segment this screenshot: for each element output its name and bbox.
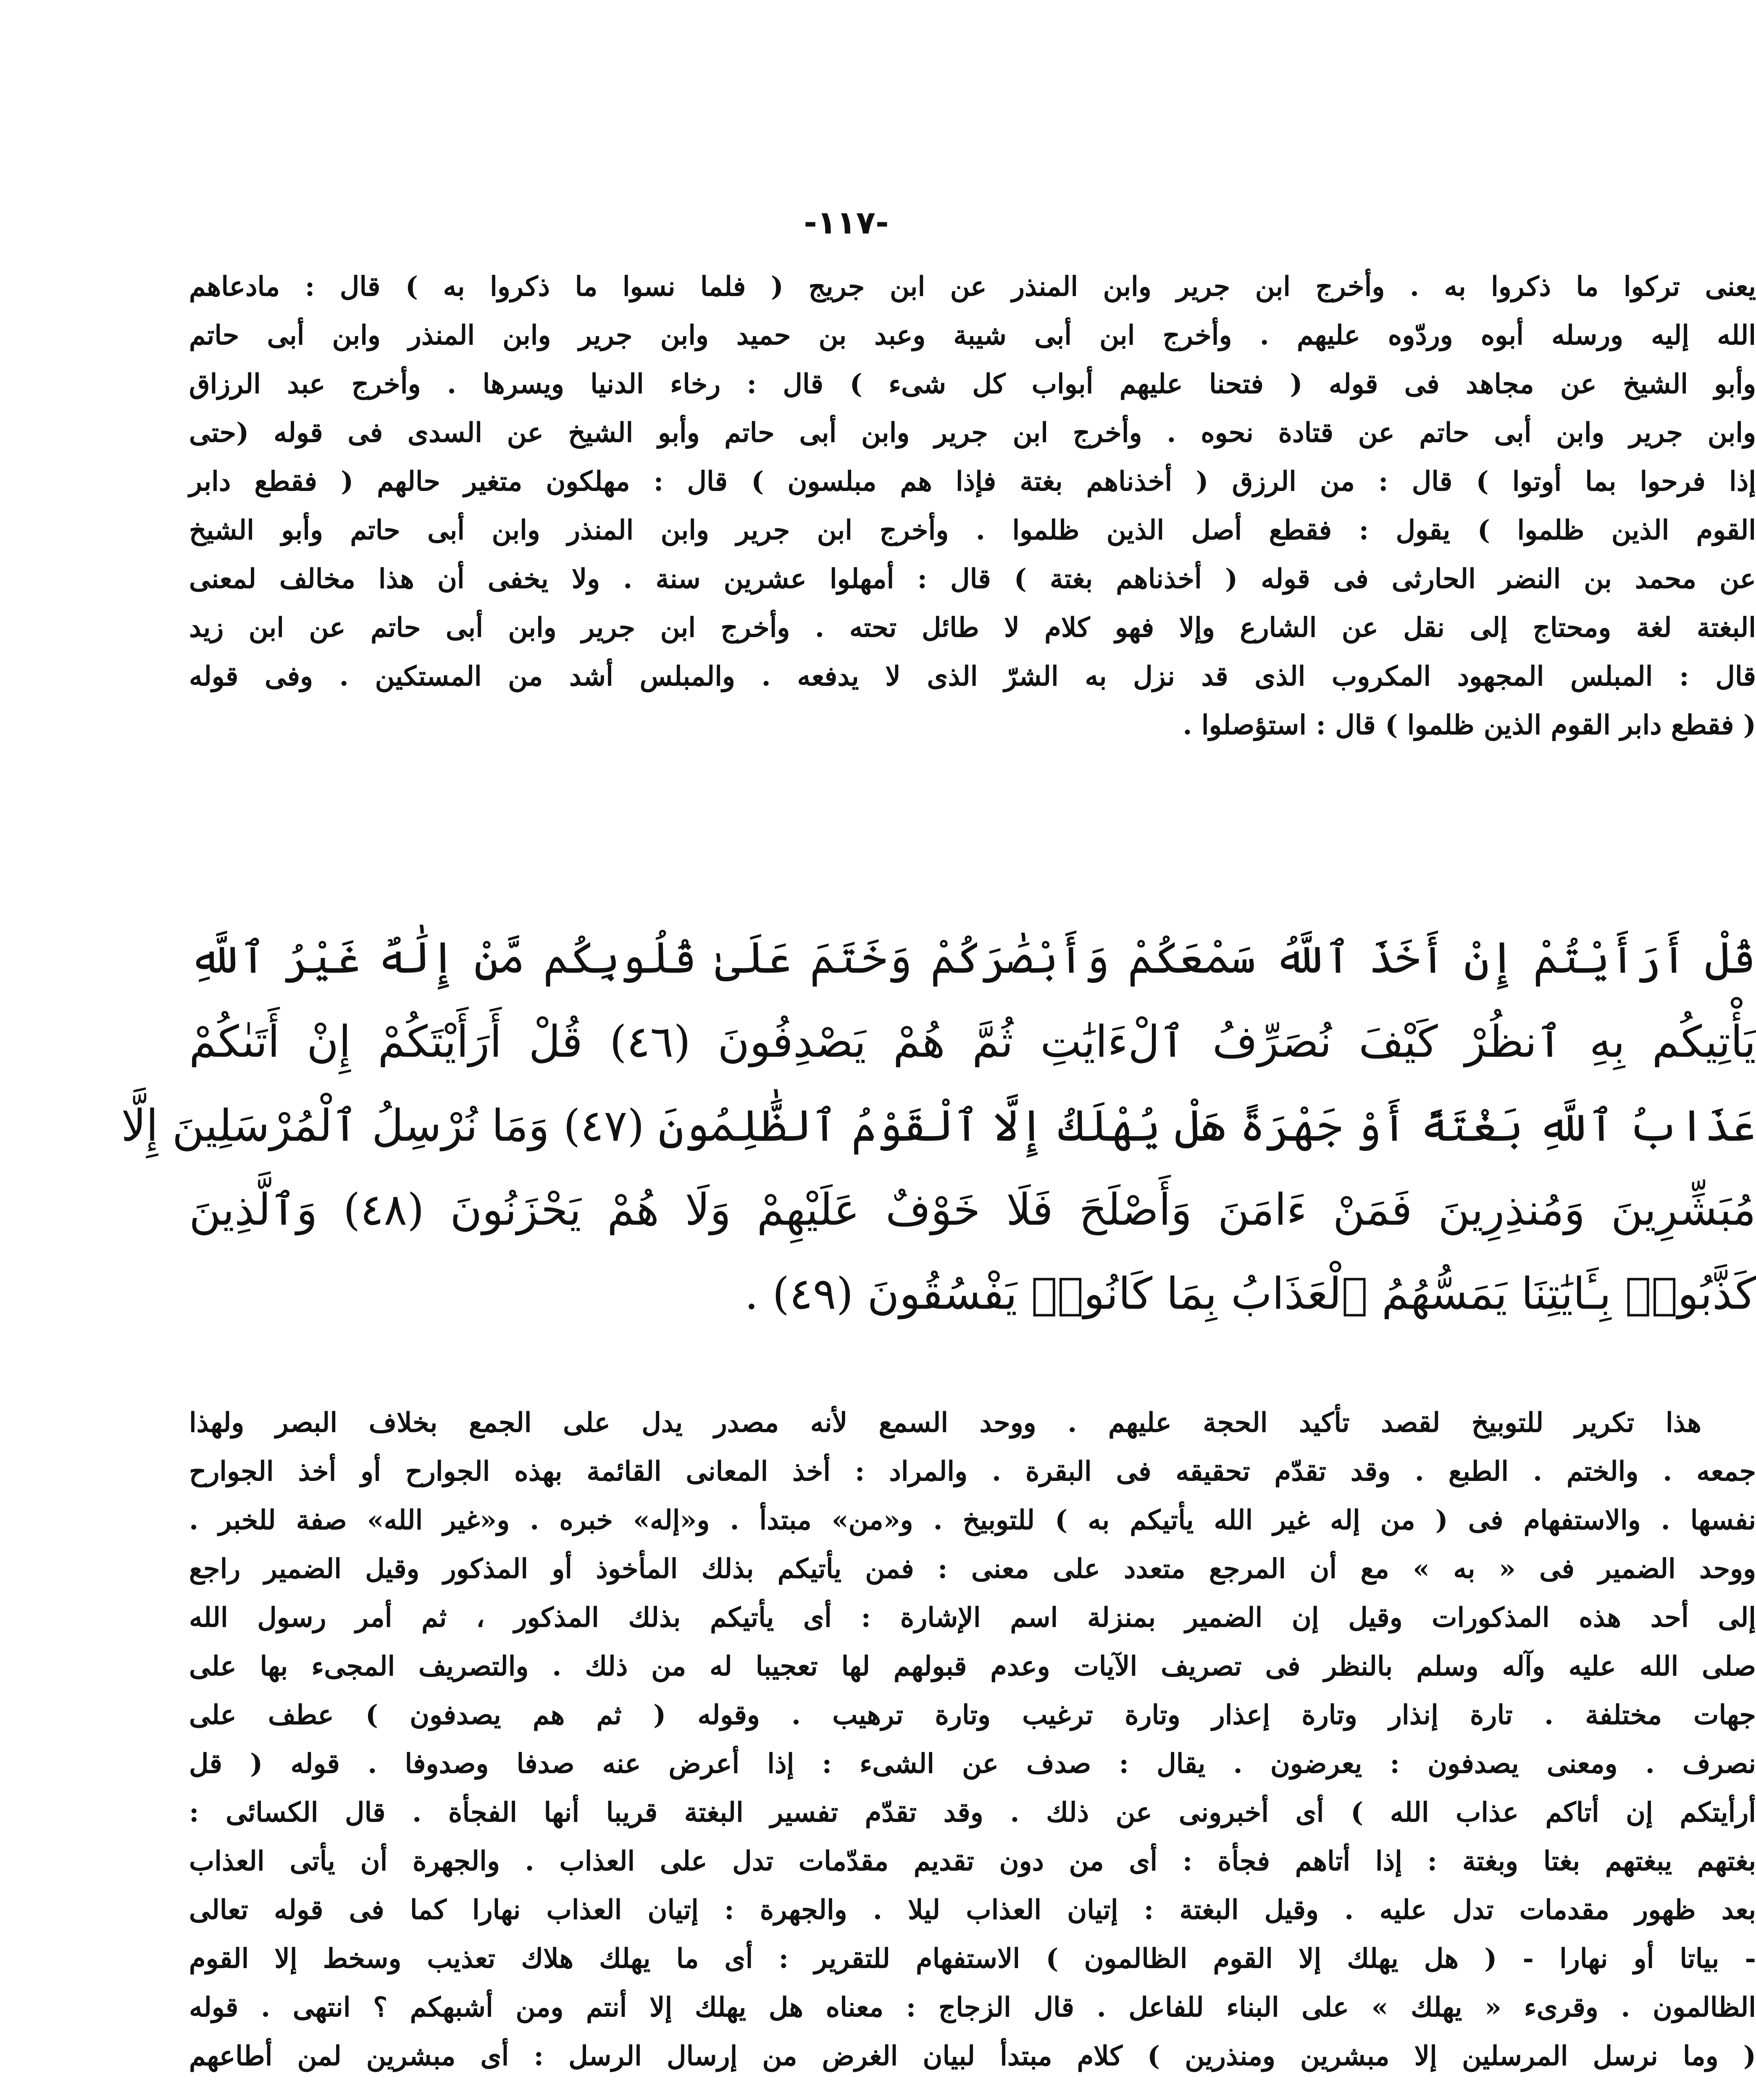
commentary-line: البغتة لغة ومحتاج إلى نقل عن الشارع وإلا فهو كلام لا طائل تحته . وأخرج ابن جرير وابن أبى حاتم عن ابن زيد bbox=[189, 612, 1756, 643]
commentary-line: أرأيتكم إن أتاكم عذاب الله ) أى أخبرونى عن ذلك . وقد تقدّم تفسير البغتة قريبا أنها الفجأة . قال الكسائى : bbox=[189, 1797, 1756, 1828]
commentary-line: صلى الله عليه وآله وسلم بالنظر فى تصريف الآيات وعدم قبولهم لها تعجيبا له من ذلك . والتصريف المجىء بها على bbox=[189, 1651, 1756, 1682]
commentary-line: وأبو الشيخ عن مجاهد فى قوله ( فتحنا عليهم أبواب كل شىء ) قال : رخاء الدنيا ويسرها . وأخرج عبد الرزاق bbox=[189, 368, 1756, 400]
commentary-line: ( فقطع دابر القوم الذين ظلموا ) قال : استؤصلوا . bbox=[1183, 709, 1756, 741]
commentary-line: نفسها . والاستفهام فى ( من إله غير الله يأتيكم به ) للتوبيخ . و«من» مبتدأ . و«إله» خبره . و«غير الله» صفة للخبر . bbox=[189, 1504, 1756, 1536]
commentary-line: نصرف . ومعنى يصدفون : يعرضون . يقال : صدف عن الشىء : إذا أعرض عنه صدفا وصدوفا . قوله ( قل bbox=[189, 1748, 1756, 1780]
commentary-top bbox=[189, 262, 1756, 750]
commentary-line: عن محمد بن النضر الحارثى فى قوله ( أخذناهم بغتة ) قال : أمهلوا عشرين سنة . ولا يخفى أن هذا مخالف لمعنى bbox=[189, 563, 1756, 595]
commentary-line: الله إليه ورسله أبوه وردّوه عليهم . وأخرج ابن أبى شيبة وعبد بن حميد وابن جرير وابن المنذر وابن أبى حاتم bbox=[189, 320, 1756, 351]
commentary-line: بغتهم يبغتهم بغتا وبغتة : إذا أتاهم فجأة : أى من دون تقديم مقدّمات تدل على العذاب . والجهرة أن يأتى العذاب bbox=[189, 1845, 1756, 1877]
commentary-line: القوم الذين ظلموا ) يقول : فقطع أصل الذين ظلموا . وأخرج ابن جرير وابن المنذر وابن أبى حاتم وأبو الشيخ bbox=[189, 514, 1756, 546]
commentary-line: جهات مختلفة . تارة إنذار وتارة إعذار وتارة ترغيب وتارة ترهيب . وقوله ( ثم هم يصدفون ) عطف على bbox=[189, 1699, 1756, 1731]
commentary-line: وابن جرير وابن أبى حاتم عن قتادة نحوه . وأخرج ابن جرير وابن أبى حاتم وأبو الشيخ عن السدى فى قوله (حتى bbox=[189, 417, 1756, 449]
quran-verses bbox=[121, 916, 1756, 1336]
page-number: -١١٧- bbox=[804, 204, 889, 241]
commentary-line: ووحد الضمير فى « به » مع أن المرجع متعدد على معنى : فمن يأتيكم بذلك المأخوذ أو المذكور وقيل الضمير راجع bbox=[189, 1553, 1756, 1585]
commentary-line: الظالمون . وقرىء « يهلك » على البناء للفاعل . قال الزجاج : معناه هل يهلك إلا أنتم ومن أشبهكم ؟ انتهى . قوله bbox=[189, 1992, 1756, 2023]
verse-line: كَذَّبُوا۟ بِـَٔايَٰتِنَا يَمَسُّهُمُ ٱلْعَذَابُ بِمَا كَانُوا۟ يَفْسُقُونَ (٤٩) . bbox=[744, 1268, 1756, 1319]
verse-line: عَذَابُ ٱللَّهِ بَغْتَةً أَوْ جَهْرَةً هَلْ يُهْلَكُ إِلَّا ٱلْقَوْمُ ٱلظَّٰلِمُونَ (٤٧) وَمَا نُرْسِلُ ٱلْمُرْسَلِينَ إِلَّا bbox=[121, 1100, 1756, 1151]
verse-line: مُبَشِّرِينَ وَمُنذِرِينَ فَمَنْ ءَامَنَ وَأَصْلَحَ فَلَا خَوْفٌ عَلَيْهِمْ وَلَا هُمْ يَحْزَنُونَ (٤٨) وَٱلَّذِينَ bbox=[189, 1184, 1756, 1235]
commentary-line: إلى أحد هذه المذكورات وقيل إن الضمير بمنزلة اسم الإشارة : أى يأتيكم بذلك المذكور ، ثم أمر رسول الله bbox=[189, 1602, 1756, 1633]
commentary-line: ( وما نرسل المرسلين إلا مبشرين ومنذرين ) كلام مبتدأ لبيان الغرض من إرسال الرسل : أى مبشرين لمن أطاعهم bbox=[189, 2040, 1756, 2072]
commentary-line: قال : المبلس المجهود المكروب الذى قد نزل به الشرّ الذى لا يدفعه . والمبلس أشد من المستكين . وفى قوله bbox=[189, 661, 1756, 692]
commentary-line: جمعه . والختم . الطبع . وقد تقدّم تحقيقه فى البقرة . والمراد : أخذ المعانى القائمة بهذه الجوارح أو أخذ الجوارح bbox=[189, 1456, 1756, 1487]
verse-line: يَأْتِيكُم بِهِ ٱنظُرْ كَيْفَ نُصَرِّفُ ٱلْءَايَٰتِ ثُمَّ هُمْ يَصْدِفُونَ (٤٦) قُلْ أَرَأَيْتَكُمْ إِنْ أَتَىٰكُمْ bbox=[189, 1016, 1756, 1067]
commentary-line: إذا فرحوا بما أوتوا ) قال : من الرزق ( أخذناهم بغتة فإذا هم مبلسون ) قال : مهلكون متغير حالهم ( فقطع دابر bbox=[189, 466, 1756, 497]
commentary-line: - بياتا أو نهارا - ( هل يهلك إلا القوم الظالمون ) الاستفهام للتقرير : أى ما يهلك هلاك تعذيب وسخط إلا القوم bbox=[189, 1943, 1756, 1974]
commentary-bottom bbox=[189, 1399, 1756, 2081]
commentary-line: يعنى تركوا ما ذكروا به . وأخرج ابن جرير وابن المنذر عن ابن جريج ( فلما نسوا ما ذكروا به ) قال : مادعاهم bbox=[189, 271, 1756, 302]
verse-line: قُلْ أَرَأَيْتُمْ إِنْ أَخَذَ ٱللَّهُ سَمْعَكُمْ وَأَبْصَٰرَكُمْ وَخَتَمَ عَلَىٰ قُلُوبِكُم مَّنْ إِلَٰهٌ غَيْرُ ٱللَّهِ bbox=[189, 932, 1756, 983]
commentary-line: هذا تكرير للتوبيخ لقصد تأكيد الحجة عليهم . ووحد السمع لأنه مصدر يدل على الجمع بخلاف البصر ولهذا bbox=[189, 1407, 1702, 1438]
commentary-line: بعد ظهور مقدمات تدل عليه . وقيل البغتة : إتيان العذاب ليلا . والجهرة : إتيان العذاب نهارا كما فى قوله تعالى bbox=[189, 1894, 1756, 1926]
